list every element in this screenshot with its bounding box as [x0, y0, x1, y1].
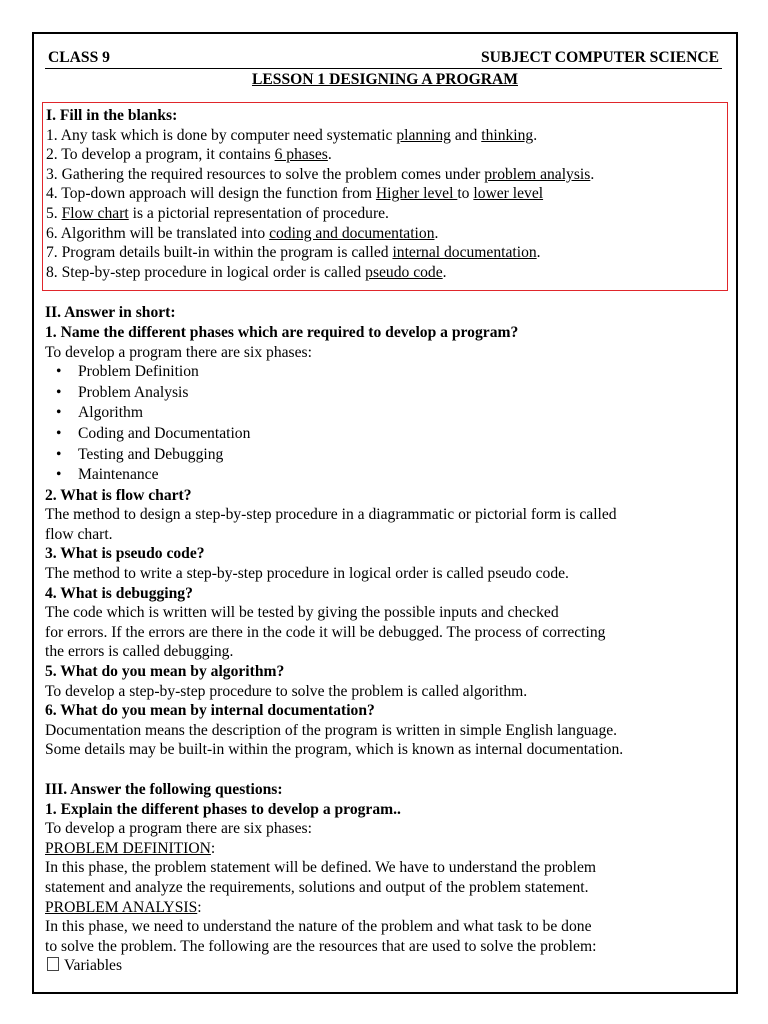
lesson-title: LESSON 1 DESIGNING A PROGRAM [251, 71, 518, 88]
answer-text: Documentation means the description of the program is written in simple English language. [45, 721, 618, 739]
class-label: CLASS 9 [48, 49, 110, 66]
list-item: • Problem Analysis [78, 383, 725, 404]
subheading: PROBLEM DEFINITION [45, 839, 211, 857]
missing-glyph-box-icon [47, 957, 59, 971]
subheading-line: PROBLEM ANALYSIS: [45, 898, 202, 916]
list-item: • Maintenance [78, 465, 725, 486]
section-heading: II. Answer in short: [45, 304, 176, 322]
answer: Higher level [375, 185, 458, 203]
blank-item: 1. Any task which is done by computer need systematic planning and thinking. [46, 126, 538, 144]
phases-list [45, 362, 725, 486]
answer: problem analysis [484, 165, 591, 183]
list-item: • Algorithm [78, 403, 725, 424]
answer-text: The method to design a step-by-step procedure in a diagrammatic or pictorial form is called [45, 506, 617, 524]
question: 1. Name the different phases which are required to develop a program? [45, 323, 519, 341]
list-item: • Problem Definition [78, 362, 725, 383]
blank-item: 6. Algorithm will be translated into coding and documentation. [46, 224, 439, 242]
answer-text: to solve the problem. The following are the resources that are used to solve the problem: [45, 937, 597, 955]
subheading-line: PROBLEM DEFINITION: [45, 839, 216, 857]
blank-item: 3. Gathering the required resources to solve the problem comes under problem analysis. [46, 165, 595, 183]
answer: internal documentation [392, 244, 537, 262]
answer: thinking [481, 126, 534, 144]
section-heading: I. Fill in the blanks: [46, 107, 178, 124]
list-item: • Coding and Documentation [78, 424, 725, 445]
document-header [45, 48, 722, 69]
question: 1. Explain the different phases to develop a program.. [45, 800, 401, 818]
blank-item: 4. Top-down approach will design the function from Higher level to lower level [46, 185, 544, 203]
answer-text: To develop a program there are six phases: [45, 820, 312, 838]
answer: pseudo code [365, 263, 443, 281]
question: 5. What do you mean by algorithm? [45, 663, 285, 681]
question: 2. What is flow chart? [45, 486, 192, 504]
answer: Flow chart [61, 204, 129, 222]
answer-text: In this phase, we need to understand the nature of the problem and what task to be done [45, 918, 592, 936]
list-item: • Testing and Debugging [78, 445, 725, 466]
answer-text: statement and analyze the requirements, solutions and output of the problem statement. [45, 878, 589, 896]
subheading: PROBLEM ANALYSIS [45, 898, 198, 916]
blank-item: 7. Program details built-in within the program is called internal documentation. [46, 244, 541, 262]
question: 3. What is pseudo code? [45, 545, 205, 563]
answer-text: The code which is written will be tested by giving the possible inputs and checked [45, 604, 559, 622]
answer-text: To develop a step-by-step procedure to solve the problem is called algorithm. [45, 682, 528, 700]
answer-text: Some details may be built-in within the program, which is known as internal documentation. [45, 741, 624, 759]
answer-text: The method to write a step-by-step procedure in logical order is called pseudo code. [45, 565, 569, 583]
resource-item: Variables [45, 956, 725, 976]
subject-label: SUBJECT COMPUTER SCIENCE [481, 49, 719, 66]
answer: planning [396, 126, 451, 144]
document-body [45, 48, 725, 976]
answer-text: the errors is called debugging. [45, 643, 234, 661]
fill-in-the-blanks-box [42, 102, 728, 291]
answer: lower level [473, 185, 544, 203]
answer-text: flow chart. [45, 525, 113, 543]
blank-item: 2. To develop a program, it contains 6 phases. [46, 146, 332, 164]
answer-text: In this phase, the problem statement will be defined. We have to understand the problem [45, 859, 597, 877]
section-heading: III. Answer the following questions: [45, 781, 283, 798]
blank-item: 5. Flow chart is a pictorial representation of procedure. [46, 204, 389, 222]
answer: 6 phases [274, 146, 328, 164]
blank-item: 8. Step-by-step procedure in logical order is called pseudo code. [46, 263, 447, 281]
question: 4. What is debugging? [45, 584, 193, 602]
question: 6. What do you mean by internal documentation? [45, 702, 375, 720]
answer-text: To develop a program there are six phases: [45, 343, 312, 361]
answer-text: for errors. If the errors are there in the code it will be debugged. The process of correcting [45, 623, 606, 641]
answer: coding and documentation [269, 224, 435, 242]
